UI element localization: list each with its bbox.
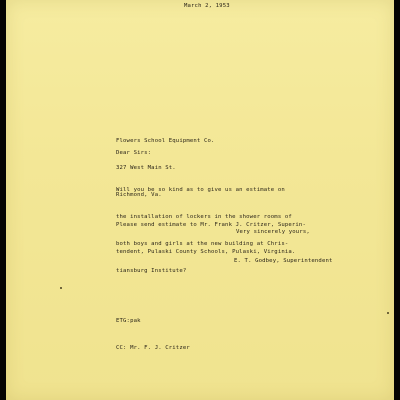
letter-page (6, 0, 394, 400)
addressee-line: 327 West Main St. (116, 165, 176, 171)
typist-initials: ETG:pak (116, 318, 141, 324)
signature-line: E. T. Godbey, Superintendent (234, 258, 333, 264)
paragraph-line: Please send estimate to Mr. Frank J. Critzer, Superin- (116, 222, 306, 228)
salutation: Dear Sirs: (116, 150, 152, 156)
closing: Very sincerely yours, (236, 229, 310, 235)
paragraph-line: both boys and girls at the new building at Chris- (116, 241, 289, 247)
addressee-line: Richmond, Va. (116, 192, 162, 198)
carbon-copy-line: CC: Mr. F. J. Critzer (116, 345, 190, 351)
letter-date: March 2, 1953 (184, 3, 230, 9)
paragraph-line: tendent, Pulaski County Schools, Pulaski, Virginia. (116, 249, 296, 255)
addressee-line: Flowers School Equipment Co. (116, 138, 215, 144)
reference-block (116, 299, 190, 371)
paragraph-line: the installation of lockers in the shower rooms of (116, 214, 292, 220)
paragraph-line: Will you be so kind as to give us an estimate on (116, 187, 285, 193)
paper-speck (60, 287, 62, 289)
paragraph-line: tiansburg Institute? (116, 268, 187, 274)
paper-speck (387, 312, 389, 314)
